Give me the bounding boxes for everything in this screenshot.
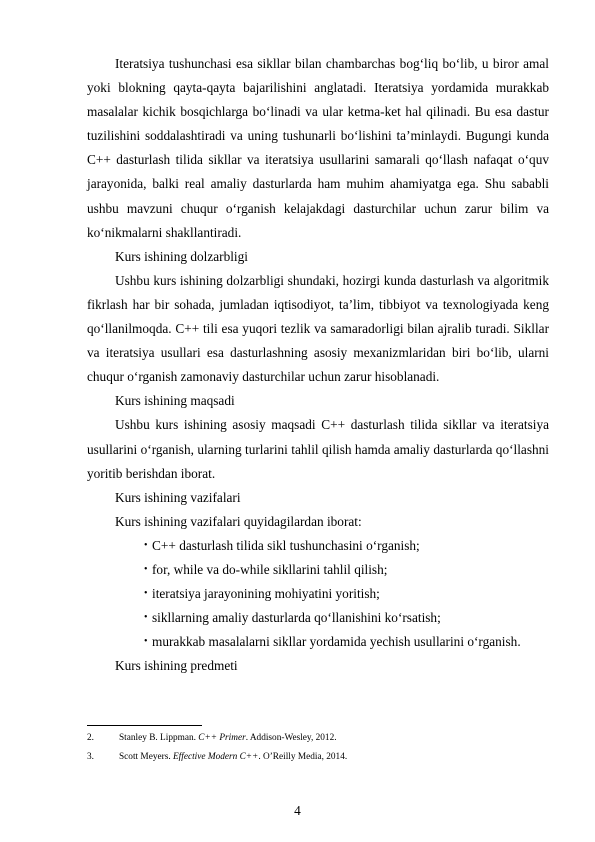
list-item — [144, 606, 549, 630]
document-body — [87, 52, 549, 678]
bullet-icon: • — [144, 588, 148, 600]
footnote-number: 2. — [87, 733, 94, 743]
page-number: 4 — [294, 803, 301, 818]
list-item-text: C++ dasturlash tilida sikl tushunchasini o‘rganish; — [152, 537, 420, 553]
list-item-text: murakkab masalalarni sikllar yordamida yechish usullarini o‘rganish. — [152, 634, 521, 650]
footnote-title: Effective Modern C++ — [172, 752, 259, 762]
relevance-paragraph: Ushbu kurs ishining dolzarbligi shundaki, hozirgi kunda dasturlash va algoritmik fikrlash har bir sohada, jumladan iqtisodiyot, ta’lim, tibbiyot va texnologiyada keng qo‘llanilmoqda. C++ tili esa yuqori tezlik va samaradorligi bilan ajralib turadi. Sikllar va iteratsiya usullari esa dasturlashning asosiy mexanizmlaridan biri bo‘lib, ularni chuqur o‘rganish zamonaviy dasturchilar uchun zarur hisoblanadi. — [87, 272, 549, 385]
footnote-rest: . O’Reilly Media, 2014. — [258, 752, 348, 762]
footnote-rest: . Addison-Wesley, 2012. — [245, 733, 337, 743]
footnote-author: Scott Meyers. — [119, 752, 171, 762]
footnotes — [87, 730, 549, 768]
relevance-heading: Kurs ishining dolzarbligi — [115, 248, 248, 264]
goal-paragraph: Ushbu kurs ishining asosiy maqsadi C++ dasturlash tilida sikllar va iteratsiya usullarini o‘rganish, ularning turlarini tahlil qilish hamda amaliy dasturlarda qo‘llashni yoritib berishdan iborat. — [87, 417, 549, 481]
footnote-text — [119, 749, 347, 765]
bullet-icon: • — [144, 612, 148, 624]
tasks-heading: Kurs ishining vazifalari — [115, 489, 241, 505]
intro-paragraph: Iteratsiya tushunchasi esa sikllar bilan chambarchas bog‘liq bo‘lib, u biror amal yoki blokning qayta-qayta bajarilishini anglatadi. Iteratsiya yordamida murakkab masalalar kichik bosqichlarga bo‘linadi va ular ketma-ket hal qilinadi. Bu esa dastur tuzilishini soddalashtiradi va uning tushunarli bo‘lishini ta’minlaydi. Bugungi kunda C++ dasturlash tilida sikllar va iteratsiya usullarini samarali qo‘llash nafaqat o‘quv jarayonida, balki real amaliy dasturlarda ham muhim ahamiyatga ega. Shu sababli ushbu mavzuni chuqur o‘rganish kelajakdagi dasturchilar uchun zarur bilim va ko‘nikmalarni shakllantiradi. — [87, 56, 549, 240]
list-item — [144, 534, 549, 558]
footnote-text — [119, 730, 337, 746]
bullet-icon: • — [144, 563, 148, 575]
goal-heading: Kurs ishining maqsadi — [115, 393, 235, 409]
bullet-icon: • — [144, 539, 148, 551]
list-item — [144, 558, 549, 582]
footnote — [87, 749, 549, 765]
list-item-text: iteratsiya jarayonining mohiyatini yoritish; — [152, 586, 380, 602]
list-item — [144, 630, 549, 654]
tasks-list — [87, 534, 549, 654]
tasks-intro: Kurs ishining vazifalari quyidagilardan iborat: — [115, 513, 362, 529]
footnote-title: C++ Primer — [198, 733, 246, 743]
footnote-divider — [87, 725, 202, 726]
bullet-icon: • — [144, 636, 148, 648]
footnote-number: 3. — [87, 752, 94, 762]
list-item — [144, 582, 549, 606]
subject-heading: Kurs ishining predmeti — [115, 658, 238, 674]
footnote-author: Stanley B. Lippman. — [119, 733, 196, 743]
footnote — [87, 730, 549, 746]
list-item-text: for, while va do-while sikllarini tahlil qilish; — [152, 561, 388, 577]
list-item-text: sikllarning amaliy dasturlarda qo‘llanishini ko‘rsatish; — [152, 610, 441, 626]
